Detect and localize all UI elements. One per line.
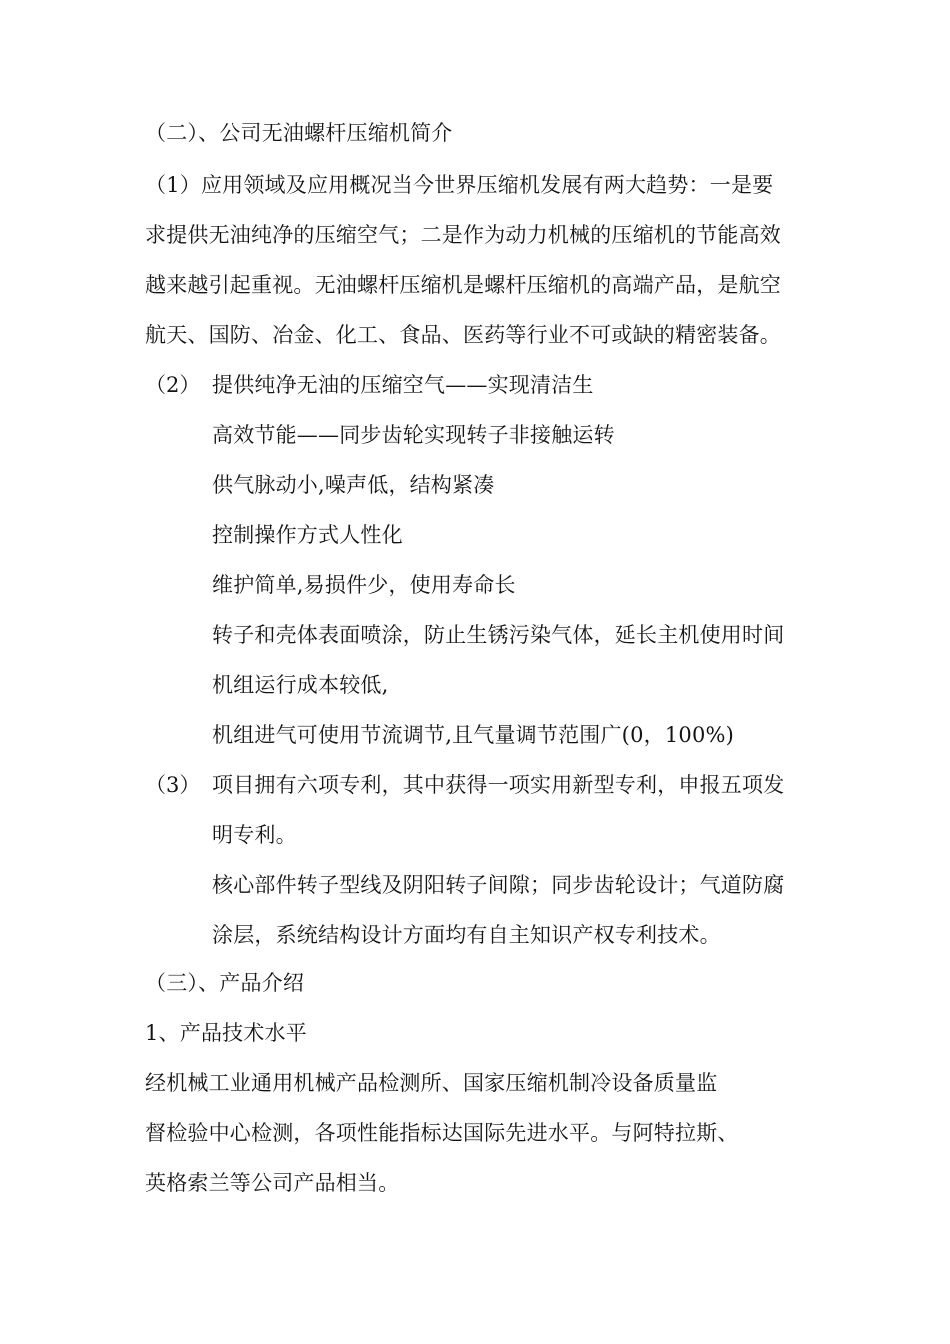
item3-line-2: 明专利。	[212, 823, 297, 847]
item3-line-3: 核心部件转子型线及阴阳转子间隙；同步齿轮设计；气道防腐	[212, 873, 785, 897]
item1-line-2: 求提供无油纯净的压缩空气；二是作为动力机械的压缩机的节能高效	[145, 223, 781, 247]
section2-heading: （二）、公司无油螺杆压缩机简介	[145, 121, 453, 145]
item2-line-7: 机组运行成本较低,	[212, 673, 389, 697]
item1-line-1: （1）应用领域及应用概况当今世界压缩机发展有两大趋势：一是要	[145, 173, 774, 197]
item2-line-2: 高效节能——同步齿轮实现转子非接触运转	[212, 423, 615, 447]
tech-level-line-2: 督检验中心检测，各项性能指标达国际先进水平。与阿特拉斯、	[145, 1121, 739, 1145]
item3-number: （3）	[145, 773, 201, 797]
item2-line-3: 供气脉动小,噪声低，结构紧凑	[212, 473, 495, 497]
item2-line-1: 提供纯净无油的压缩空气——实现清洁生	[212, 373, 594, 397]
item2-line-6: 转子和壳体表面喷涂，防止生锈污染气体，延长主机使用时间	[212, 623, 785, 647]
item3-line-1: 项目拥有六项专利，其中获得一项实用新型专利，申报五项发	[212, 773, 785, 797]
item3-line-4: 涂层，系统结构设计方面均有自主知识产权专利技术。	[212, 923, 721, 947]
item2-line-5: 维护简单,易损件少，使用寿命长	[212, 573, 516, 597]
tech-level-line-1: 经机械工业通用机械产品检测所、国家压缩机制冷设备质量监	[145, 1071, 718, 1095]
item1-line-4: 航天、国防、冶金、化工、食品、医药等行业不可或缺的精密装备。	[145, 323, 781, 347]
tech-level-line-3: 英格索兰等公司产品相当。	[145, 1171, 400, 1195]
section3-heading: （三）、产品介绍	[145, 971, 305, 995]
item2-line-8: 机组进气可使用节流调节,且气量调节范围广(0，100%)	[212, 723, 735, 747]
item2-line-4: 控制操作方式人性化	[212, 523, 403, 547]
item1-line-3: 越来越引起重视。无油螺杆压缩机是螺杆压缩机的高端产品，是航空	[145, 273, 781, 297]
item2-number: （2）	[145, 373, 201, 397]
subsection1-heading: 1、产品技术水平	[145, 1021, 307, 1045]
